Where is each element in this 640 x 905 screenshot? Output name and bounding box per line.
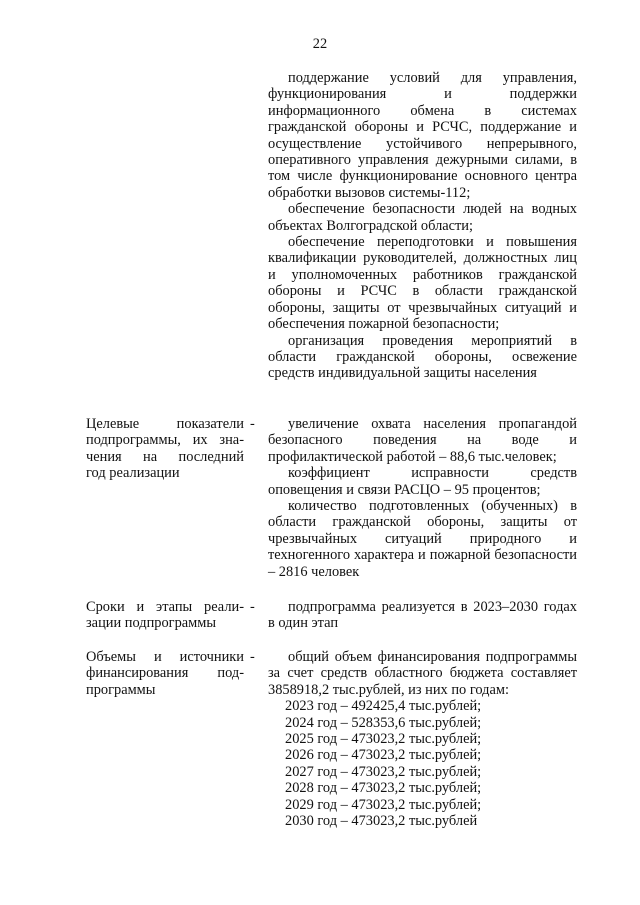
financing-by-year-list	[285, 698, 577, 829]
row-label-financing	[86, 649, 244, 698]
paragraph: коэффициент исправности средств оповещения и связи РАСЦО – 95 процентов;	[268, 465, 577, 498]
list-item: 2029 год – 473023,2 тыс.рублей;	[285, 796, 482, 813]
paragraph: организация проведения мероприятий в области гражданской обороны, освежение средств индивидуальной защиты населения	[268, 332, 577, 382]
label-line: Сроки и этапы реали-	[86, 599, 244, 615]
paragraph: обеспечение безопасности людей на водных объектах Волгоградской области;	[268, 201, 577, 234]
label-line: год реализации	[86, 465, 180, 482]
label-line: программы	[86, 681, 156, 698]
list-item: 2025 год – 473023,2 тыс.рублей;	[285, 731, 482, 748]
paragraph: обеспечение переподготовки и повышения квалификации руководителей, должностных лиц и уполномоченных работников гражданской обороны и РСЧС в области гражданской обороны, защиты от чрезвычайных ситуаций и обеспечения пожарной безопасности;	[268, 234, 577, 333]
list-item: 2027 год – 473023,2 тыс.рублей;	[285, 763, 482, 780]
continuation-content	[268, 70, 577, 382]
row-label-terms-stages	[86, 599, 244, 632]
row-separator-dash: -	[250, 599, 255, 615]
label-line: Объемы и источники	[86, 649, 244, 665]
paragraph: увеличение охвата населения пропагандой безопасного поведения на воде и профилактической работой – 88,6 тыс.человек;	[268, 416, 577, 465]
label-line: подпрограммы, их зна-	[86, 432, 244, 449]
row-content-target-indicators	[268, 416, 577, 580]
row-label-target-indicators	[86, 416, 244, 482]
list-item: 2030 год – 473023,2 тыс.рублей	[285, 813, 478, 830]
paragraph: количество подготовленных (обученных) в области гражданской обороны, защиты от чрезвычайных ситуаций природного и техногенного характера и пожарной безопасности – 2816 человек	[268, 498, 577, 580]
label-line: зации подпрограммы	[86, 615, 217, 632]
paragraph: подпрограмма реализуется в 2023–2030 годах в один этап	[268, 599, 577, 632]
list-item: 2024 год – 528353,6 тыс.рублей;	[285, 714, 482, 731]
row-separator-dash: -	[250, 649, 255, 665]
paragraph: поддержание условий для управления, функционирования и поддержки информационного обмена в системах гражданской обороны и РСЧС, поддержание и осуществление устойчивого непрерывного, оперативного управления дежурными силами, в том числе функционирование основного центра обработки вызовов системы-112;	[268, 70, 577, 201]
row-separator-dash: -	[250, 416, 255, 432]
label-line: чения на последний	[86, 448, 244, 465]
page-number: 22	[312, 36, 328, 52]
list-item: 2028 год – 473023,2 тыс.рублей;	[285, 780, 482, 797]
label-line: Целевые показатели	[86, 416, 244, 432]
label-line: финансирования под-	[86, 665, 244, 682]
paragraph: общий объем финансирования подпрограммы за счет средств областного бюджета составляет 3858918,2 тыс.рублей, из них по годам:	[268, 649, 577, 698]
list-item: 2026 год – 473023,2 тыс.рублей;	[285, 747, 482, 764]
row-content-terms-stages	[268, 599, 577, 632]
list-item: 2023 год – 492425,4 тыс.рублей;	[285, 698, 482, 715]
row-content-financing	[268, 649, 577, 829]
